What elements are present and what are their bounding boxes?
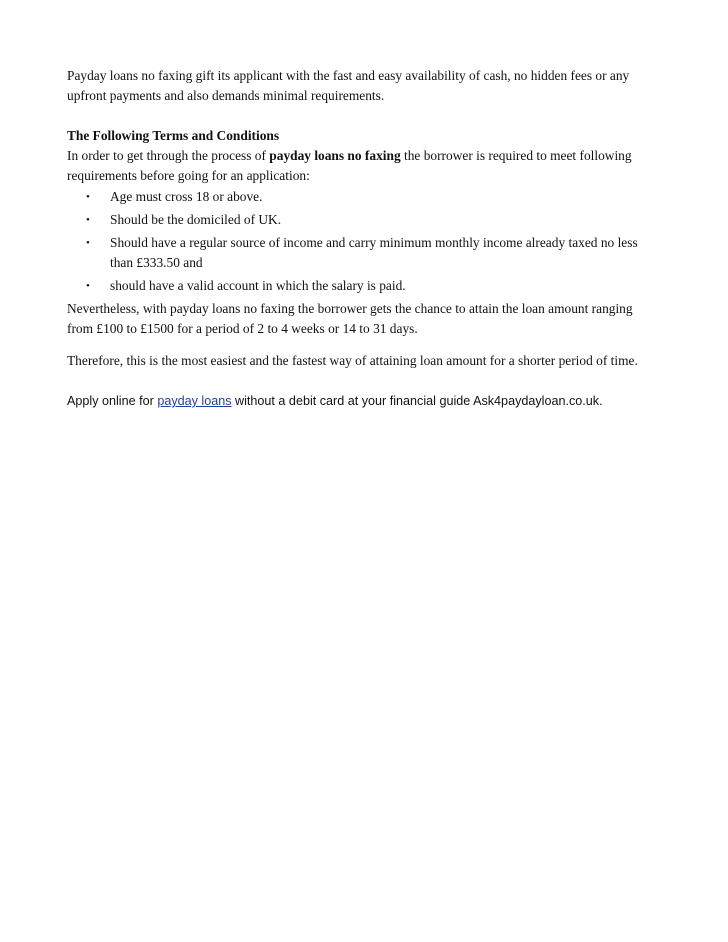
bullet-icon: • [86,237,90,249]
apply-text-end: without a debit card at your financial guide Ask4paydayloan.co.uk. [231,394,603,408]
requirements-intro-text: In order to get through the process of [67,148,270,163]
list-item [67,233,657,273]
bullet-icon: • [86,191,90,203]
requirements-intro-bold: payday loans no faxing [269,148,401,163]
nevertheless-paragraph: Nevertheless, with payday loans no faxing the borrower gets the chance to attain the loan amount ranging from £100 to £1500 for a period of 2 to 4 weeks or 14 to 31 days. [67,301,633,336]
bullet-icon: • [86,280,90,292]
therefore-paragraph: Therefore, this is the most easiest and the fastest way of attaining loan amount for a shorter period of time. [67,353,638,368]
section-heading: The Following Terms and Conditions [67,128,280,143]
requirements-intro-text-end: the borrower is required to meet following requirements before going for an application: [67,148,632,183]
apply-text: Apply online for [67,394,158,408]
payday-loans-link[interactable]: payday loans [157,394,232,408]
list-item-text: should have a valid account in which the salary is paid. [110,278,406,293]
list-item [67,210,657,230]
document-page [67,66,657,411]
intro-paragraph: Payday loans no faxing gift its applicant with the fast and easy availability of cash, no hidden fees or any upfront payments and also demands minimal requirements. [67,68,630,103]
requirements-intro-paragraph [67,146,657,186]
list-item-text: Age must cross 18 or above. [110,189,263,204]
bullet-icon: • [86,214,90,226]
list-item [67,187,657,207]
list-item [67,276,657,296]
requirements-list [67,187,657,296]
list-item-text: Should have a regular source of income and carry minimum monthly income already taxed no less than £333.50 and [110,235,638,270]
apply-paragraph [67,391,657,411]
list-item-text: Should be the domiciled of UK. [110,212,282,227]
